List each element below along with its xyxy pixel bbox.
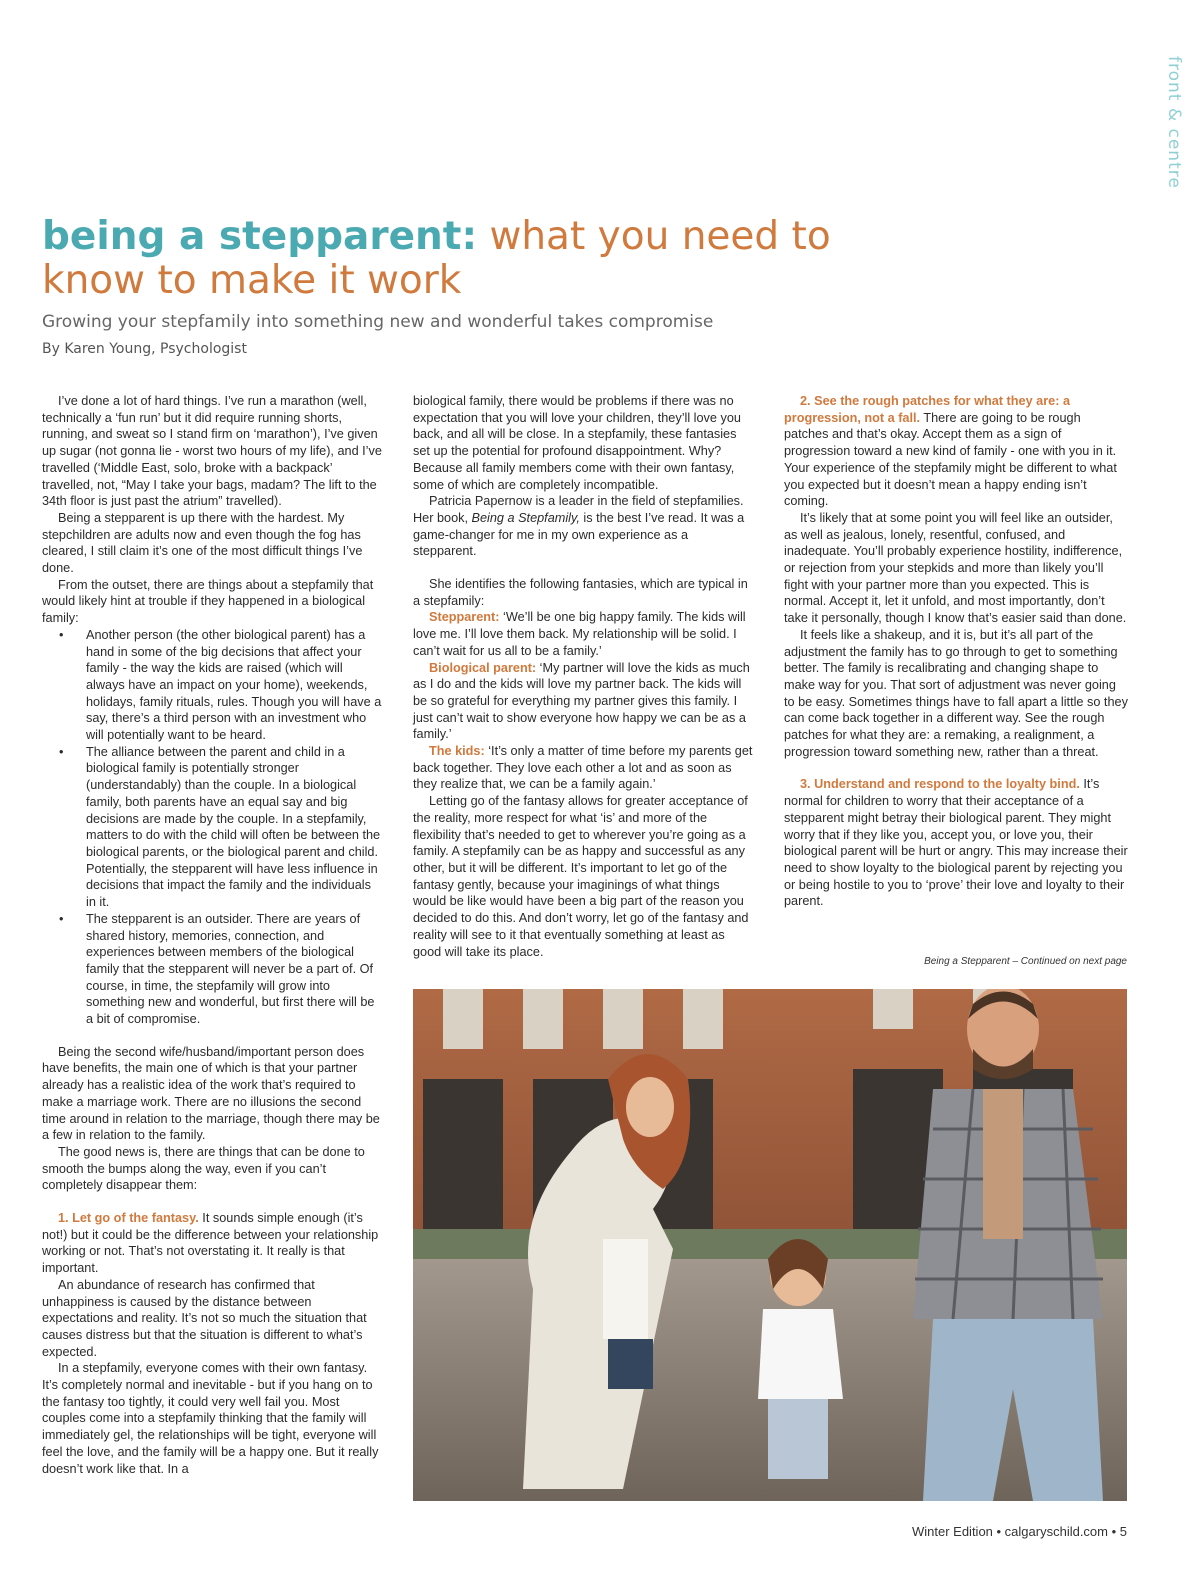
section-heading-2: 2. See the rough patches for what they are: a progression, not a fall. <box>784 394 1071 425</box>
paragraph <box>784 776 1128 910</box>
paragraph-text: ‘My partner will love the kids as much as I do and the kids will love my partner back. The kids will be so grateful for everything my partner gives this family. I just can’t wait to show everyone how happy we can be as a family.’ <box>413 660 750 742</box>
continued-note: Being a Stepparent – Continued on next page <box>924 956 1127 967</box>
column-1 <box>42 393 382 1477</box>
section-heading-3: 3. Understand and respond to the loyalty bind. <box>800 777 1080 792</box>
paragraph-text: Patricia Papernow is a leader in the field of stepfamilies. Her book, <box>413 494 744 525</box>
article-title <box>42 215 942 303</box>
family-photo <box>413 989 1127 1501</box>
paragraph <box>42 1210 382 1277</box>
paragraph: biological family, there would be problems if there was no expectation that you will love your children, they’ll love you back, and all will be close. In a stepfamily, these fantasies set up the potential for profound disappointment. Why? Because all family members come with their own fantasy, some of which are completely incompatible. <box>413 394 741 492</box>
paragraph: She identifies the following fantasies, which are typical in a stepfamily: <box>413 577 748 608</box>
article-subtitle: Growing your stepfamily into something new and wonderful takes compromise <box>42 312 714 332</box>
paragraph: Being a stepparent is up there with the hardest. My stepchildren are adults now and even though the fog has cleared, I still claim it’s one of the most difficult things I’ve done. <box>42 510 363 576</box>
column-2 <box>413 393 755 960</box>
paragraph-text: It’s normal for children to worry that their acceptance of a stepparent might betray their biological parent. They might worry that if they like you, accept you, or love you, their biological parent will be hurt or angry. This may increase their need to show loyalty to the biological parent by rejecting you or being hostile to you to ‘prove’ their love and loyalty to their parent. <box>784 777 1128 909</box>
list-item: • The alliance between the parent and child in a biological family is potentially stronger (understandably) than the couple. In a biological family, both parents have an equal say and big decisions are made by the couple. In a stepfamily, matters to do with the child will often be between the biological parents, or the biological parent and child. Potentially, the stepparent will have less influence in decisions that impact the family and the individuals in it. <box>86 744 382 911</box>
paragraph <box>413 743 755 793</box>
bullet-list <box>42 627 382 1028</box>
paragraph: It feels like a shakeup, and it is, but it’s all part of the adjustment the family has to go through to get to something better. The family is recalibrating and changing shape to make way for you. That sort of adjustment was never going to be easy. Sometimes things have to fall apart a little so they can come back together in a different way. See the rough patches for what they are: a remaking, a realignment, a progression toward something new, rather than a threat. <box>784 627 1128 759</box>
book-title: Being a Stepfamily, <box>471 510 580 525</box>
paragraph: I’ve done a lot of hard things. I’ve run a marathon (well, technically a ‘fun run’ but it did require running shorts, running, and sweat so I stand firm on ‘marathon’), I’ve given up sugar (not gonna lie - worst two hours of my life), and I’ve travelled (‘Middle East, solo, broke with a backpack’ travelled, not, “May I take your bags, madam? The lift to the 34th floor is just past the atrium” travelled). <box>42 394 382 509</box>
section-heading-1: 1. Let go of the fantasy. <box>58 1211 199 1226</box>
paragraph: From the outset, there are things about a stepfamily that would likely hint at trouble if they happened in a biological family: <box>42 577 374 626</box>
paragraph-text: is the best I’ve read. It was a game-changer for me in my own experience as a stepparent. <box>413 510 745 559</box>
paragraph-text: ‘We’ll be one big happy family. The kids will love me. I’ll love them back. My relationship will be solid. I can’t wait for us all to be a family.’ <box>413 610 746 658</box>
paragraph <box>413 493 755 560</box>
fantasy-label: Biological parent: <box>429 660 537 675</box>
paragraph: The good news is, there are things that can be done to smooth the bumps along the way, even if you can’t completely disappear them: <box>42 1144 365 1193</box>
paragraph-text: ‘It’s only a matter of time before my parents get back together. They love each other a lot and as soon as they realize that, we can be a family again.’ <box>413 744 753 792</box>
paragraph: In a stepfamily, everyone comes with their own fantasy. It’s completely normal and inevitable - but if you hang on to the fantasy too tightly, it could very well fail you. Most couples come into a stepfamily thinking that the family will immediately gel, the relationships will be tight, everyone will feel the love, and the family will be a happy one. But it really doesn’t work like that. In a <box>42 1361 379 1476</box>
column-3 <box>784 393 1128 910</box>
paragraph <box>413 609 755 659</box>
paragraph <box>784 393 1128 510</box>
paragraph: An abundance of research has confirmed that unhappiness is caused by the distance between expectations and reality. It’s not so much the situation that causes distress but that the situation is different to what’s expected. <box>42 1277 367 1359</box>
section-tab: front & centre <box>1164 56 1184 189</box>
title-rest: what you need to know to make it work <box>42 214 831 303</box>
list-item: • The stepparent is an outsider. There are years of shared history, memories, connection, and experiences between members of the biological family that the stepparent will never be a part of. Of course, in time, the stepfamily will grow into something new and wonderful, but first there will be a bit of compromise. <box>86 911 382 1028</box>
list-item: • Another person (the other biological parent) has a hand in some of the big decisions that affect your family - the way the kids are raised (which will always have an impact on your home), weekends, holidays, family rituals, rules. Though you will have a say, there’s a third person with an investment who will potentially want to be heard. <box>86 627 382 744</box>
paragraph: Being the second wife/husband/important person does have benefits, the main one of which is that your partner already has a realistic idea of the work that’s required to make a marriage work. There are no illusions the second time around in relation to the marriage, though there may be a few in relation to the family. <box>42 1044 380 1143</box>
family-photo-illustration <box>413 989 1127 1501</box>
paragraph: Letting go of the fantasy allows for greater acceptance of the reality, more respect for what ‘is’ and more of the flexibility that’s needed to get to wherever you’re going as a family. A stepfamily can be as happy and successful as any other, but it will be different. It’s important to let go of the fantasy gently, because your imaginings of what things would be like would have been a big part of the reason you decided to do this. And don’t worry, let go of the fantasy and reality will see to it that eventually something at least as good will take its place. <box>413 794 749 959</box>
paragraph-text: It sounds simple enough (it’s not!) but it could be the difference between your relationship working or not. That’s not overstating it. It really is that important. <box>42 1211 379 1276</box>
paragraph-text: There are going to be rough patches and that’s okay. Accept them as a sign of progression toward a new kind of family - one with you in it. Your experience of the stepfamily might be different to what you expected but it doesn’t mean a happy ending isn’t coming. <box>784 410 1117 509</box>
byline: By Karen Young, Psychologist <box>42 341 247 357</box>
page-footer: Winter Edition • calgaryschild.com • 5 <box>911 1524 1127 1539</box>
title-lead: being a stepparent: <box>42 214 478 259</box>
fantasy-label: The kids: <box>429 744 485 759</box>
fantasy-label: Stepparent: <box>429 610 500 625</box>
paragraph: It’s likely that at some point you will feel like an outsider, as well as jealous, lonely, resentful, confused, and inadequate. You’ll probably experience hostility, indifference, or rejection from your stepkids and more than likely you’ll fight with your partner more than you expected. This is normal. Accept it, let it unfold, and most importantly, don’t take it personally, though I know that’s easier said than done. <box>784 510 1127 626</box>
paragraph <box>413 660 755 744</box>
